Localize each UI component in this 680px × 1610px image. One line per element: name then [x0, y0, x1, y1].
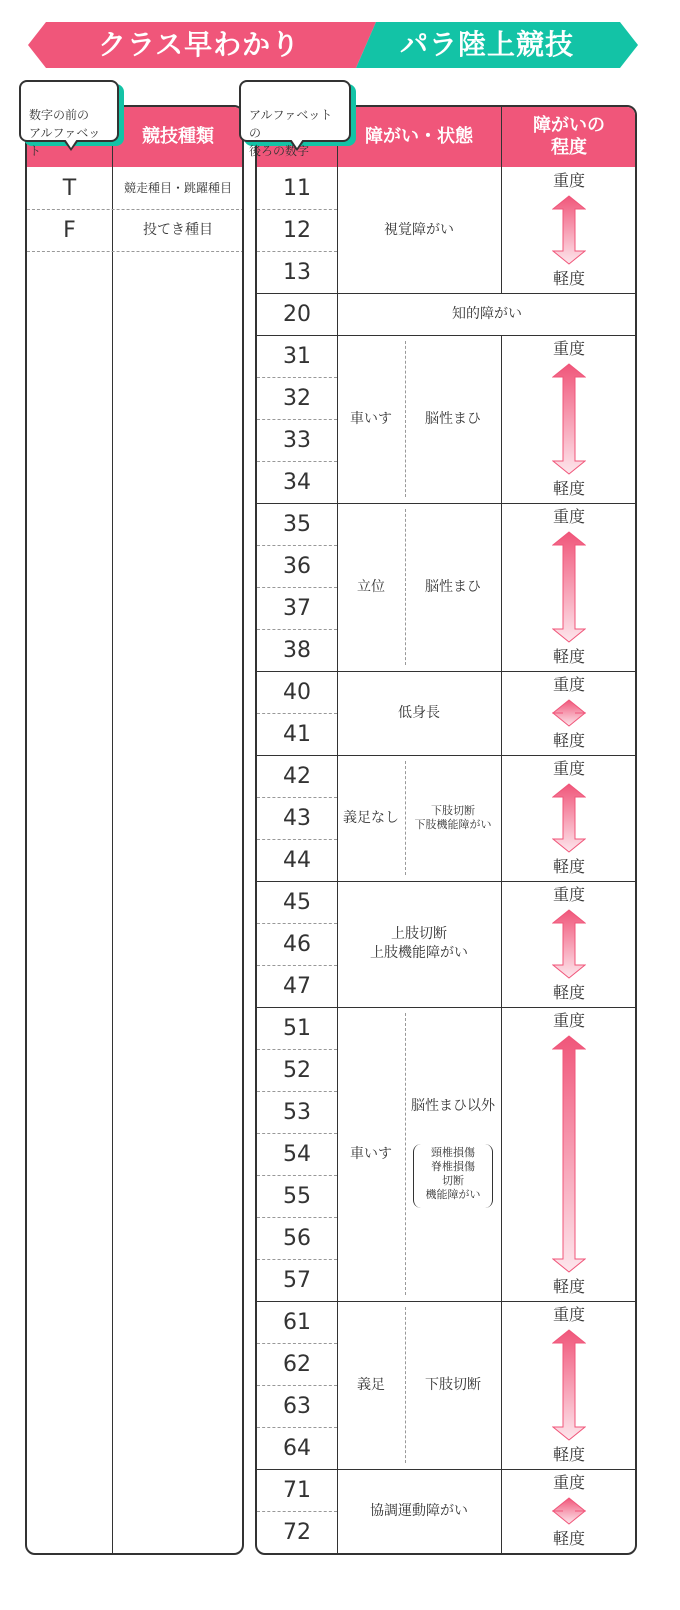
condition-label: 視覚障がい — [384, 221, 454, 238]
header-condition: 障がい・状態 — [337, 107, 501, 167]
event-T: 競走種目・跳躍種目 — [123, 181, 232, 195]
class-number: 57 — [283, 1267, 311, 1293]
callout-letter-explanation — [19, 80, 119, 158]
row-divider — [257, 965, 337, 966]
condition-label: 下肢切断 下肢機能障がい — [414, 804, 492, 831]
severe-label: 重度 — [552, 171, 585, 190]
class-number: 42 — [283, 763, 311, 789]
class-number: 12 — [283, 217, 311, 243]
row-divider — [257, 461, 337, 462]
row-divider — [257, 1049, 337, 1050]
severity-arrow-icon — [552, 783, 586, 853]
row-divider — [257, 1511, 337, 1512]
severity-scale — [501, 1305, 637, 1465]
row-divider — [257, 629, 337, 630]
severe-label: 重度 — [552, 1473, 585, 1492]
mild-label: 軽度 — [552, 1529, 585, 1548]
row-divider — [257, 251, 337, 252]
paren-right-icon — [485, 1144, 493, 1208]
row-divider — [257, 1259, 337, 1260]
row-divider — [257, 797, 337, 798]
row-divider — [257, 587, 337, 588]
severe-label: 重度 — [552, 675, 585, 694]
severity-arrow-icon — [552, 195, 586, 265]
mild-label: 軽度 — [552, 857, 585, 876]
class-number: 51 — [283, 1015, 311, 1041]
severity-arrow-icon — [552, 1329, 586, 1441]
mobility-label: 立位 — [357, 578, 385, 595]
mild-label: 軽度 — [552, 479, 585, 498]
severity-scale — [501, 675, 637, 751]
class-number: 72 — [283, 1519, 311, 1545]
row-divider — [257, 377, 337, 378]
severity-arrow-icon — [552, 909, 586, 979]
class-number: 46 — [283, 931, 311, 957]
condition-label: 脳性まひ以外 — [411, 1097, 495, 1114]
severity-scale — [501, 339, 637, 499]
severity-arrow-icon — [552, 363, 586, 475]
severity-scale — [501, 171, 637, 289]
class-number: 64 — [283, 1435, 311, 1461]
row-divider — [257, 1175, 337, 1176]
class-number: 33 — [283, 427, 311, 453]
paren-left-icon — [413, 1144, 421, 1208]
class-number: 62 — [283, 1351, 311, 1377]
row-divider — [257, 923, 337, 924]
class-number: 13 — [283, 259, 311, 285]
severity-scale — [501, 507, 637, 667]
mild-label: 軽度 — [552, 1277, 585, 1296]
row-divider — [257, 1385, 337, 1386]
class-number: 36 — [283, 553, 311, 579]
letter-F: F — [63, 217, 76, 243]
class-number: 11 — [283, 175, 311, 201]
mild-label: 軽度 — [552, 983, 585, 1002]
right-panel — [255, 105, 637, 1555]
row-divider — [257, 1133, 337, 1134]
class-number: 45 — [283, 889, 311, 915]
severity-scale — [501, 885, 637, 1003]
condition-label: 下肢切断 — [425, 1376, 481, 1393]
mild-label: 軽度 — [552, 647, 585, 666]
mild-label: 軽度 — [552, 1445, 585, 1464]
class-number: 54 — [283, 1141, 311, 1167]
banner-title-right: パラ陸上競技 — [400, 28, 575, 61]
class-number: 40 — [283, 679, 311, 705]
row-divider — [257, 1091, 337, 1092]
severity-arrow-icon — [552, 1035, 586, 1273]
class-number: 61 — [283, 1309, 311, 1335]
severity-arrow-icon — [552, 531, 586, 643]
class-number: 43 — [283, 805, 311, 831]
header-event: 競技種類 — [112, 107, 244, 167]
condition-label: 知的障がい — [452, 305, 522, 322]
class-number: 20 — [283, 301, 311, 327]
severity-scale — [501, 1473, 637, 1549]
severe-label: 重度 — [552, 1305, 585, 1324]
severity-scale — [501, 759, 637, 877]
class-number: 35 — [283, 511, 311, 537]
class-number: 44 — [283, 847, 311, 873]
mobility-label: 車いす — [350, 1145, 392, 1162]
condition-label: 上肢切断 上肢機能障がい — [370, 926, 468, 961]
class-number: 53 — [283, 1099, 311, 1125]
class-number: 32 — [283, 385, 311, 411]
row-divider — [257, 713, 337, 714]
condition-label: 協調運動障がい — [370, 1502, 468, 1519]
mobility-label: 車いす — [350, 410, 392, 427]
row-divider — [257, 209, 337, 210]
header-degree: 障がいの 程度 — [501, 107, 637, 167]
condition-label: 脳性まひ — [425, 410, 481, 427]
banner-title-left: クラス早わかり — [98, 28, 301, 61]
condition-label: 低身長 — [398, 704, 440, 721]
condition-label: 脳性まひ — [425, 578, 481, 595]
title-banner — [28, 22, 638, 68]
group-divider — [257, 1553, 637, 1554]
severe-label: 重度 — [552, 1011, 585, 1030]
severity-arrow-icon — [552, 699, 586, 727]
callout-text: 数字の前の アルファベット — [29, 108, 101, 158]
letter-T: T — [62, 175, 77, 201]
class-number: 71 — [283, 1477, 311, 1503]
row-divider — [257, 419, 337, 420]
class-number: 47 — [283, 973, 311, 999]
row-divider — [257, 545, 337, 546]
mobility-label: 義足 — [357, 1376, 385, 1393]
severe-label: 重度 — [552, 759, 585, 778]
severe-label: 重度 — [552, 885, 585, 904]
mild-label: 軽度 — [552, 269, 585, 288]
row-divider — [257, 1217, 337, 1218]
row-divider — [257, 1427, 337, 1428]
condition-detail: 頸椎損傷 脊椎損傷 切断 機能障がい — [425, 1146, 481, 1201]
severity-scale — [501, 1011, 637, 1297]
class-number: 56 — [283, 1225, 311, 1251]
class-number: 55 — [283, 1183, 311, 1209]
severe-label: 重度 — [552, 339, 585, 358]
mobility-label: 義足なし — [343, 809, 399, 826]
left-panel — [25, 105, 244, 1555]
severe-label: 重度 — [552, 507, 585, 526]
severity-arrow-icon — [552, 1497, 586, 1525]
class-number: 31 — [283, 343, 311, 369]
class-number: 52 — [283, 1057, 311, 1083]
callout-text: アルファベットの 後ろの数字 — [249, 108, 333, 158]
class-number: 34 — [283, 469, 311, 495]
class-number: 38 — [283, 637, 311, 663]
class-number: 37 — [283, 595, 311, 621]
row-divider — [257, 839, 337, 840]
event-F: 投てき種目 — [143, 221, 213, 238]
callout-number-explanation — [239, 80, 351, 158]
row-divider — [257, 1343, 337, 1344]
class-number: 63 — [283, 1393, 311, 1419]
class-number: 41 — [283, 721, 311, 747]
mild-label: 軽度 — [552, 731, 585, 750]
